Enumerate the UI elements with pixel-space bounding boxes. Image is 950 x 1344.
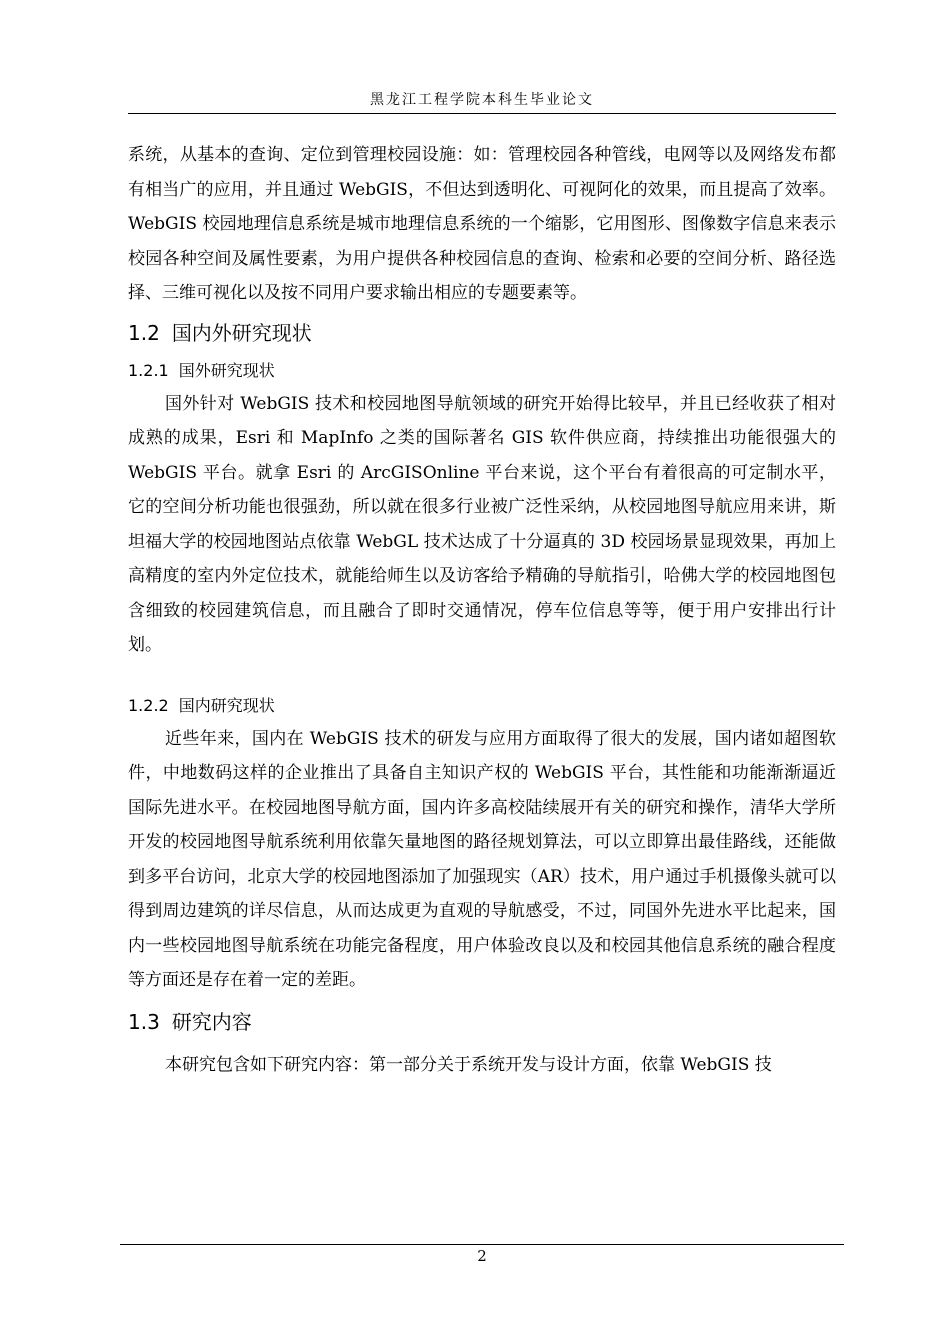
page-header: 黑龙江工程学院本科生毕业论文 bbox=[370, 92, 594, 108]
section-title: 国内外研究现状 bbox=[171, 320, 312, 345]
section-number: 1.2 bbox=[128, 320, 160, 345]
subsection-heading-1-2-2 bbox=[128, 694, 836, 718]
header-rule bbox=[128, 113, 836, 114]
intro-paragraph: 系统，从基本的查询、定位到管理校园设施：如：管理校园各种管线，电网等以及网络发布都有相当广的应用，并且通过 WebGIS，不但达到透明化、可视阿化的效果，而且提高了效率。WebGIS 校园地理信息系统是城市地理信息系统的一个缩影，它用图形、图像数字信息来表示校园各种空间及属性要素，为用户提供各种校园信息的查询、检索和必要的空间分析、路径选择、三维可视化以及按不同用户要求输出相应的专题要素等。 bbox=[128, 145, 836, 303]
subsection-heading-1-2-1 bbox=[128, 359, 836, 383]
subsection-title: 国外研究现状 bbox=[178, 360, 275, 380]
section-heading-1-3 bbox=[128, 1008, 836, 1036]
section-heading-1-2 bbox=[128, 319, 836, 347]
section-number: 1.3 bbox=[128, 1009, 160, 1034]
page-number: 2 bbox=[477, 1247, 487, 1265]
page-body bbox=[128, 138, 836, 1082]
subsection-title: 国内研究现状 bbox=[178, 695, 275, 715]
paragraph-research-content: 本研究包含如下研究内容：第一部分关于系统开发与设计方面，依靠 WebGIS 技 bbox=[165, 1054, 772, 1075]
paragraph-domestic-research: 近些年来，国内在 WebGIS 技术的研发与应用方面取得了很大的发展，国内诸如超图软件，中地数码这样的企业推出了具备自主知识产权的 WebGIS 平台，其性能和功能渐渐逼近国际先进水平。在校园地图导航方面，国内许多高校陆续展开有关的研究和操作，清华大学所开发的校园地图导航系统利用依靠矢量地图的路径规划算法，可以立即算出最佳路线，还能做到多平台访问，北京大学的校园地图添加了加强现实（AR）技术，用户通过手机摄像头就可以得到周边建筑的详尽信息，从而达成更为直观的导航感受，不过，同国外先进水平比起来，国内一些校园地图导航系统在功能完备程度，用户体验改良以及和校园其他信息系统的融合程度等方面还是存在着一定的差距。 bbox=[128, 728, 836, 990]
paragraph-foreign-research: 国外针对 WebGIS 技术和校园地图导航领域的研究开始得比较早，并且已经收获了相对成熟的成果，Esri 和 MapInfo 之类的国际著名 GIS 软件供应商，持续推出功能很强大的 WebGIS 平台。就拿 Esri 的 ArcGISOnline 平台来说，这个平台有着很高的可定制水平，它的空间分析功能也很强劲，所以就在很多行业被广泛性采纳，从校园地图导航应用来讲，斯坦福大学的校园地图站点依靠 WebGL 技术达成了十分逼真的 3D 校园场景显现效果，再加上高精度的室内外定位技术，就能给师生以及访客给予精确的导航指引，哈佛大学的校园地图包含细致的校园建筑信息，而且融合了即时交通情况，停车位信息等等，便于用户安排出行计划。 bbox=[128, 393, 836, 655]
footer-rule bbox=[120, 1244, 844, 1245]
subsection-number: 1.2.1 bbox=[128, 360, 169, 380]
subsection-number: 1.2.2 bbox=[128, 695, 169, 715]
section-title: 研究内容 bbox=[171, 1009, 252, 1034]
